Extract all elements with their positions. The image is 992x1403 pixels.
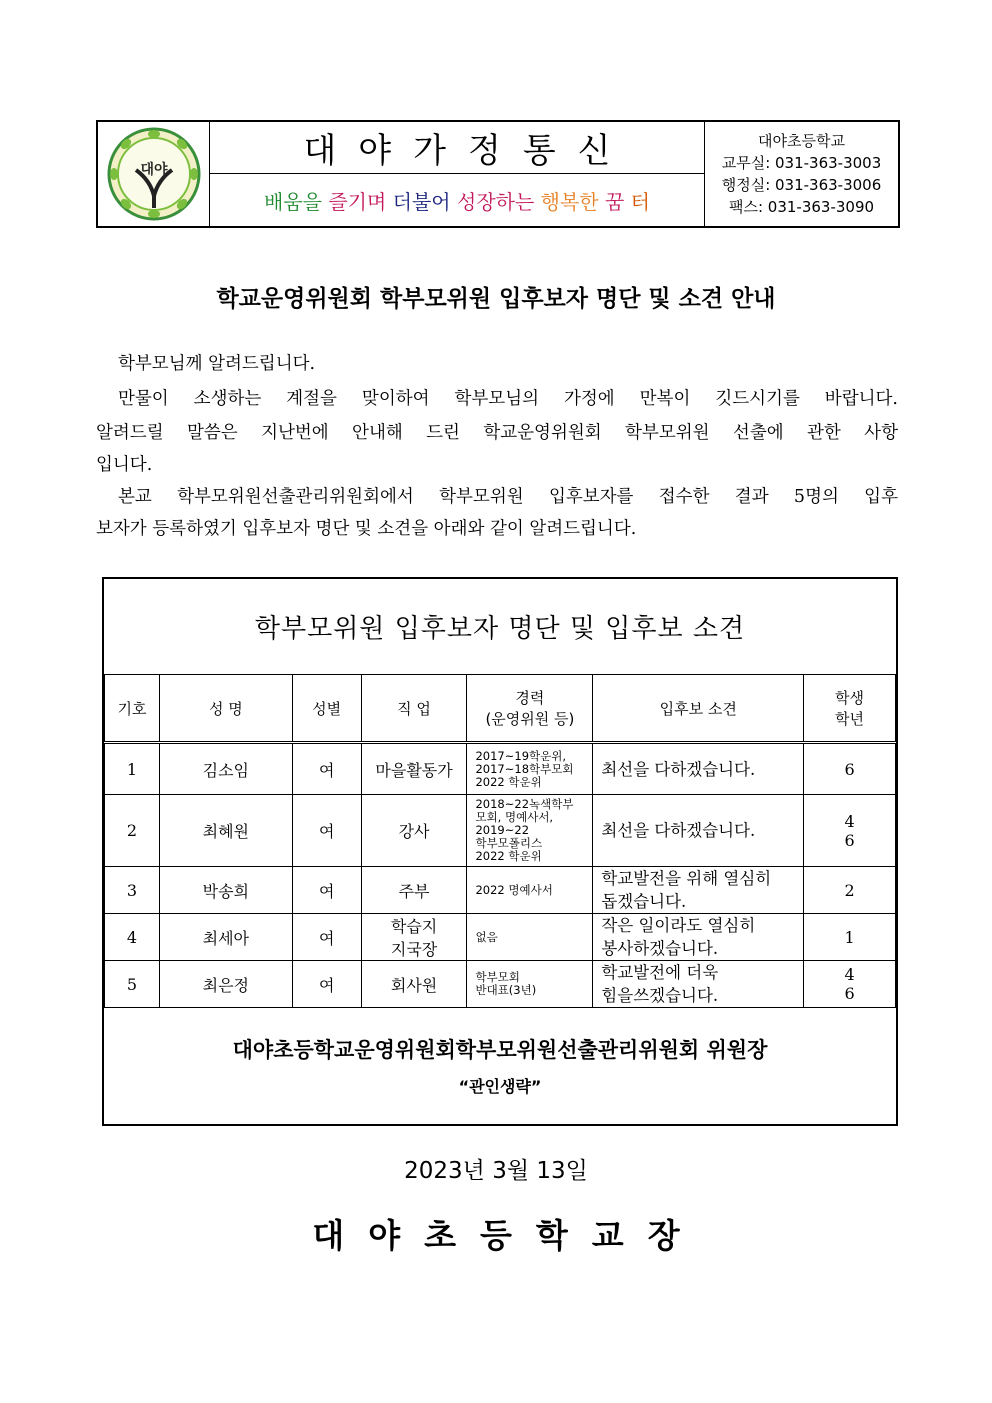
contact-info xyxy=(705,122,898,226)
candidate-name: 박송희 xyxy=(159,867,292,914)
newsletter-header xyxy=(96,120,900,228)
body-line-2: 만물이 소생하는 계절을 맞이하여 학부모님의 가정에 만복이 깃드시기를 바랍니다. xyxy=(118,389,898,409)
committee-signature xyxy=(104,1004,896,1124)
candidate-gender: 여 xyxy=(292,867,361,914)
candidate-name: 김소임 xyxy=(159,743,292,795)
header-no: 기호 xyxy=(105,675,160,743)
candidate-job: 마을활동가 xyxy=(361,743,467,795)
notice-title: 학교운영위원회 학부모위원 입후보자 명단 및 소견 안내 xyxy=(216,286,776,312)
candidate-no: 3 xyxy=(105,867,160,914)
slogan-word: 더불어 xyxy=(392,189,457,214)
table-header-row xyxy=(105,675,896,743)
slogan-word: 터 xyxy=(630,189,650,214)
table-row xyxy=(105,914,896,961)
candidate-job: 회사원 xyxy=(361,961,467,1008)
slogan-word: 꿈 xyxy=(604,189,631,214)
table-row xyxy=(105,961,896,1008)
candidate-pledge: 작은 일이라도 열심히 봉사하겠습니다. xyxy=(593,914,804,961)
candidate-table-title: 학부모위원 입후보자 명단 및 입후보 소견 xyxy=(104,579,896,675)
candidate-career: 2017~19학운위, 2017~18학부모회 2022 학운위 xyxy=(467,743,593,795)
slogan-word: 성장하는 xyxy=(457,189,541,214)
table-row xyxy=(105,867,896,914)
candidate-career: 2022 명예사서 xyxy=(467,867,593,914)
candidate-career: 없음 xyxy=(467,914,593,961)
candidate-no: 4 xyxy=(105,914,160,961)
school-logo xyxy=(98,122,210,226)
header-career: 경력 (운영위원 등) xyxy=(467,675,593,743)
candidate-gender: 여 xyxy=(292,795,361,867)
newsletter-title: 대야가정통신 xyxy=(210,122,704,174)
office-phone: 교무실: 031-363-3003 xyxy=(721,154,882,172)
svg-text:대야: 대야 xyxy=(139,162,168,178)
table-row xyxy=(105,743,896,795)
slogan-word: 행복한 xyxy=(540,189,605,214)
candidate-gender: 여 xyxy=(292,743,361,795)
slogan-word: 즐기며 xyxy=(328,189,393,214)
candidate-gender: 여 xyxy=(292,914,361,961)
candidate-grade: 4 6 xyxy=(804,961,896,1008)
candidate-career: 학부모회 반대표(3년) xyxy=(467,961,593,1008)
body-line-4: 입니다. xyxy=(96,455,153,475)
candidate-name: 최세아 xyxy=(159,914,292,961)
slogan-word: 배움을 xyxy=(264,189,329,214)
committee-chair: 대야초등학교운영위원회학부모위원선출관리위원회 위원장 xyxy=(232,1038,768,1062)
candidate-grade: 1 xyxy=(804,914,896,961)
candidate-career: 2018~22녹색학부 모회, 명예사서, 2019~22 학부모폴리스 2022 학운위 xyxy=(467,795,593,867)
header-gender: 성별 xyxy=(292,675,361,743)
candidate-gender: 여 xyxy=(292,961,361,1008)
candidate-grade: 6 xyxy=(804,743,896,795)
candidate-job: 강사 xyxy=(361,795,467,867)
candidate-name: 최혜원 xyxy=(159,795,292,867)
candidate-no: 5 xyxy=(105,961,160,1008)
candidate-pledge: 최선을 다하겠습니다. xyxy=(593,795,804,867)
header-name: 성 명 xyxy=(159,675,292,743)
school-slogan xyxy=(210,174,704,226)
header-grade: 학생 학년 xyxy=(804,675,896,743)
header-job: 직 업 xyxy=(361,675,467,743)
principal-signature: 대야초등학교장 xyxy=(312,1216,704,1255)
fax-number: 팩스: 031-363-3090 xyxy=(728,198,875,216)
candidate-pledge: 최선을 다하겠습니다. xyxy=(593,743,804,795)
candidate-job: 학습지 지국장 xyxy=(361,914,467,961)
candidate-grade: 2 xyxy=(804,867,896,914)
candidate-grade: 4 6 xyxy=(804,795,896,867)
header-pledge: 입후보 소견 xyxy=(593,675,804,743)
table-row xyxy=(105,795,896,867)
candidate-name: 최은정 xyxy=(159,961,292,1008)
school-emblem-icon xyxy=(106,126,202,222)
candidate-pledge: 학교발전에 더욱 힘을쓰겠습니다. xyxy=(593,961,804,1008)
candidate-pledge: 학교발전을 위해 열심히 돕겠습니다. xyxy=(593,867,804,914)
candidate-table xyxy=(104,674,896,1008)
candidate-no: 1 xyxy=(105,743,160,795)
candidate-job: 주부 xyxy=(361,867,467,914)
body-line-6: 보자가 등록하였기 입후보자 명단 및 소견을 아래와 같이 알려드립니다. xyxy=(96,519,637,539)
greeting-line: 학부모님께 알려드립니다. xyxy=(118,354,316,374)
notice-date: 2023년 3월 13일 xyxy=(404,1158,588,1184)
school-name: 대야초등학교 xyxy=(758,132,845,150)
candidate-box xyxy=(102,577,898,1126)
seal-omitted: “관인생략” xyxy=(458,1077,542,1096)
body-line-3: 알려드릴 말씀은 지난번에 안내해 드린 학교운영위원회 학부모위원 선출에 관한 사항 xyxy=(96,423,898,443)
body-line-5: 본교 학부모위원선출관리위원회에서 학부모위원 입후보자를 접수한 결과 5명의 입후 xyxy=(118,487,898,507)
admin-phone: 행정실: 031-363-3006 xyxy=(721,176,882,194)
candidate-no: 2 xyxy=(105,795,160,867)
